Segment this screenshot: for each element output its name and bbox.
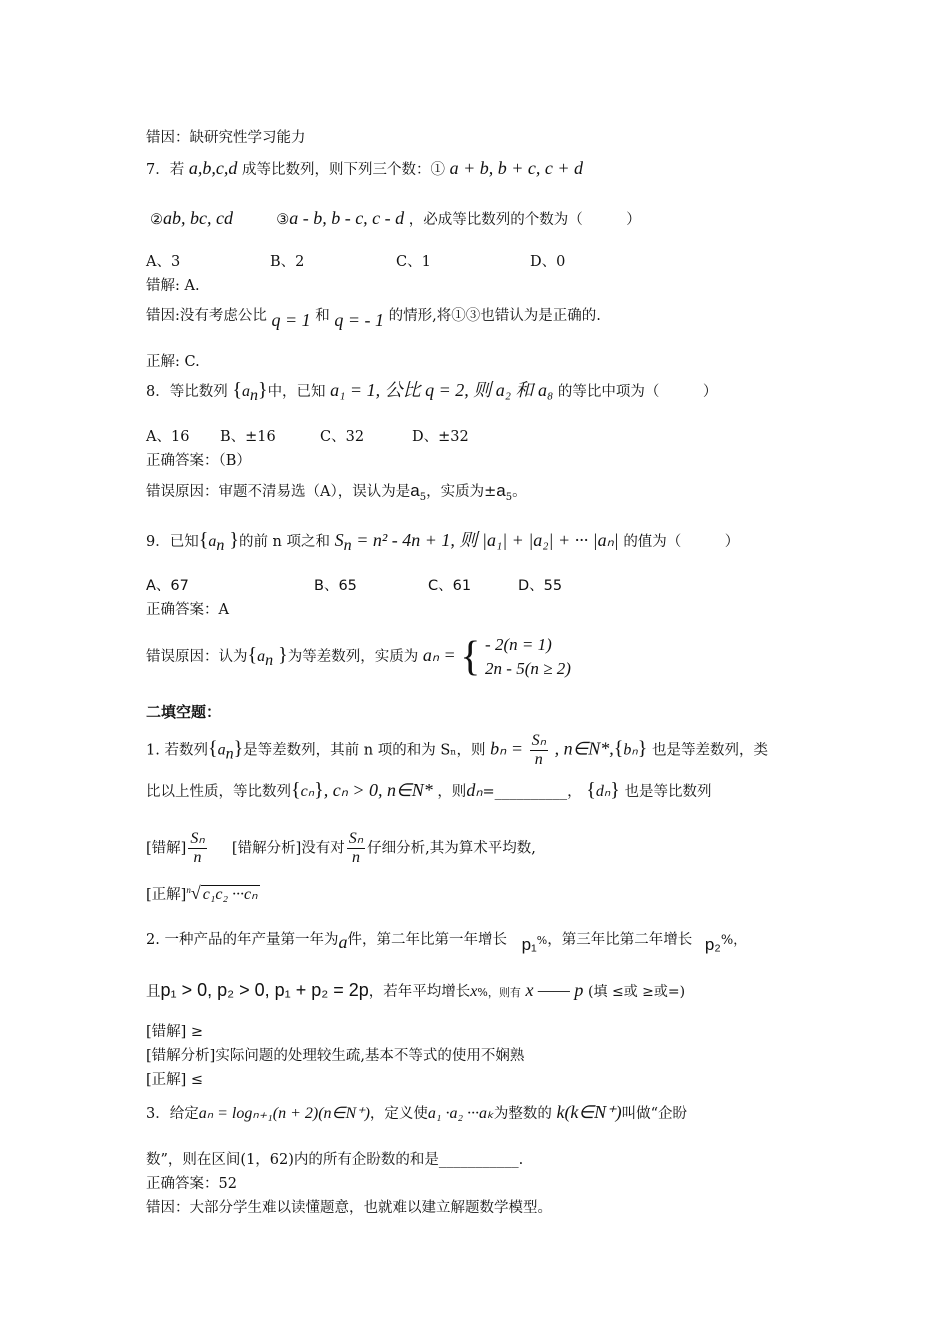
q7-top-cause: 错因：缺研究性学习能力 xyxy=(146,130,306,146)
f1-root-body: c₁c₂ ···cₙ xyxy=(202,885,258,903)
q9-abs-sum: |a₁| + |a₂| + ··· |aₙ| xyxy=(482,530,619,550)
q7-cause: 错因:没有考虑公比 q = 1 和 q = - 1 的情形,将①③也错认为是正确的. xyxy=(146,308,601,330)
f3-answer: 正确答案：52 xyxy=(146,1176,237,1192)
f1-line2: 比以上性质，等比数列{cₙ}, cₙ > 0, n∈N* ，则dₙ=__________， {dₙ} 也是等比数列 xyxy=(146,779,712,801)
q9-answer: 正确答案：A xyxy=(146,602,229,618)
f1-blank: =__________ xyxy=(482,784,568,800)
f2-line2: 且p₁ > 0, p₂ > 0, p₁ + p₂ = 2p，若年平均增长x%，则有 x —— p (填 ≤或 ≥或=) xyxy=(146,980,686,1000)
q8-stem: 8．等比数列 $\{a_n\}$中，已知 a₁ = 1, 公比 q = 2, 则 a₂ 和 a₈ 的等比中项为（ ） xyxy=(146,379,718,404)
f2-compare: x —— p xyxy=(525,980,584,1000)
q7-vars: a,b,c,d xyxy=(188,158,238,178)
f3-cause: 错因：大部分学生难以读懂题意，也就难以建立解题数学模型。 xyxy=(146,1200,552,1216)
f2-fill-hint: (填 ≤或 ≥或=) xyxy=(588,984,686,1000)
f2-correct: [正解] ≤ xyxy=(146,1072,204,1088)
q8-answer: 正确答案：（B） xyxy=(146,453,251,469)
q9-piecewise: - 2(n = 1) 2n - 5(n ≥ 2) xyxy=(485,635,571,678)
f2-analysis: [错解分析]实际问题的处理较生疏,基本不等式的使用不娴熟 xyxy=(146,1048,525,1064)
f1-fraction: $\frac{\text{Sₙ}}{n}$ xyxy=(531,732,546,768)
f3-line2: 数”，则在区间(1，62)内的所有企盼数的和是___________. xyxy=(146,1152,524,1168)
f2-wrong: [错解] ≥ xyxy=(146,1024,204,1040)
q8-options: A、16 B、±16 C、32 D、±32 xyxy=(146,429,469,445)
q7-stem: 7．若 a,b,c,d 成等比数列，则下列三个数：① a + b, b + c, c + d xyxy=(146,158,583,178)
section-title-fill-blank: 二填空题： xyxy=(146,703,222,721)
q7-choices-line: ②ab, bc, cd ③a - b, b - c, c - d ，必成等比数列的个数为（ ） xyxy=(150,208,641,228)
f1-wrong-analysis: [错解] $\frac{\text{Sₙ}}{n}$ [错解分析]没有对 $\frac{\text{Sₙ}}{n}$ 仔细分析,其为算术平均数, xyxy=(146,830,536,866)
q7-options xyxy=(146,252,565,272)
q9-cause: 错误原因：认为{$a_n$ }为等差数列，实质为 aₙ = { - 2(n = 1) 2n - 5(n ≥ 2) xyxy=(146,634,571,680)
q7-option-a: A、3 xyxy=(146,254,181,270)
q7-option-b: B、2 xyxy=(270,254,305,270)
q7-wrong-answer: 错解: A. xyxy=(146,278,200,294)
q7-option-c: C、1 xyxy=(396,254,431,270)
q9-options: A、67 B、65 C、61 D、55 xyxy=(146,578,563,594)
f1-stem: 1. 若数列$\{a_n\}$是等差数列，其前 n 项的和为 Sₙ，则 bₙ = $\frac{\text{Sₙ}}{n}$ , n∈N*,{bₙ} 也是等差数列，类 xyxy=(146,732,768,768)
f3-stem: 3．给定aₙ = logₙ₊₁(n + 2)(n∈N⁺)，定义使a₁ ·a₂ ···aₖ为整数的 k(k∈N⁺)叫做“企盼 xyxy=(146,1102,688,1122)
q9-stem: 9．已知{$a_n$ }的前 n 项之和 $S_n = n^2 - 4n + 1$, 则 |a₁| + |a₂| + ··· |aₙ| 的值为（ ） xyxy=(146,529,740,554)
q7-option-d: D、0 xyxy=(530,254,566,270)
f2-stem: 2. 一种产品的年产量第一年为a件，第二年比第一年增长 p₁%，第三年比第二年增长 p₂%， xyxy=(146,932,747,954)
q8-cause: 错误原因：审题不清易选（A），误认为是$a_5$，实质为$\pm a_5$。 xyxy=(146,481,527,503)
q7-expr1: a + b, b + c, c + d xyxy=(449,158,583,178)
f3-definition: aₙ = logₙ₊₁(n + 2)(n∈N⁺) xyxy=(198,1105,370,1122)
q7-expr2: ab, bc, cd xyxy=(163,208,233,228)
f1-correct: [正解]$^n$√ c₁c₂ ···cₙ xyxy=(146,882,258,903)
f2-condition: p₁ > 0, p₂ > 0, p₁ + p₂ = 2p xyxy=(160,980,369,1000)
q7-correct: 正解: C. xyxy=(146,354,200,370)
q8-given: a₁ = 1, 公比 q = 2, 则 a₂ 和 a₈ xyxy=(330,380,554,400)
q7-expr3: a - b, b - c, c - d xyxy=(289,208,405,228)
